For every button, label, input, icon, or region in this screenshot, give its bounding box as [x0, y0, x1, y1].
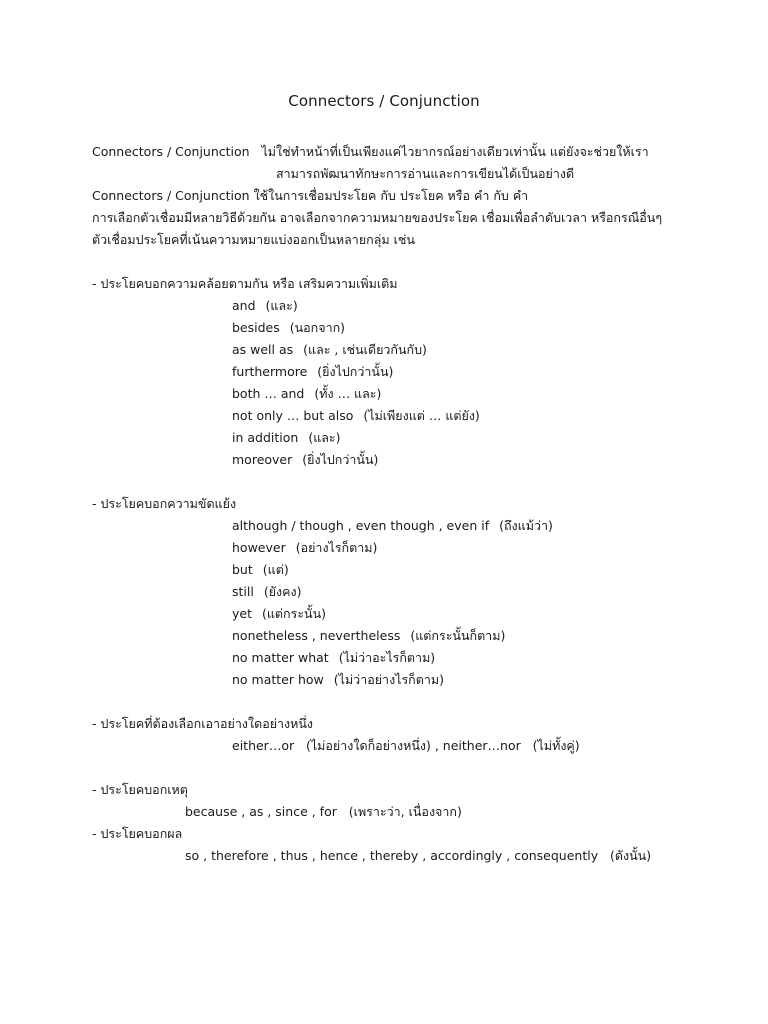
section-heading-agree: - ประโยคบอกความคล้อยตามกัน หรือ เสริมความเพิ่มเติม — [92, 276, 398, 291]
list-item — [232, 342, 427, 358]
connector-en: not only … but also — [232, 408, 354, 423]
connector-th: (แต่กระนั้นก็ตาม) — [410, 628, 506, 643]
list-item — [232, 386, 381, 402]
connector-th: (แต่) — [262, 562, 289, 577]
connector-en: and — [232, 298, 256, 313]
list-item — [232, 408, 480, 424]
cause-connectors: because , as , since , for (เพราะว่า, เนื่องจาก) — [185, 804, 462, 819]
list-item — [232, 364, 393, 380]
connector-en: yet — [232, 606, 252, 621]
section-heading-result: - ประโยคบอกผล — [92, 826, 183, 841]
intro-line-5: ตัวเชื่อมประโยคที่เน้นความหมายแบ่งออกเป็นหลายกลุ่ม เช่น — [92, 232, 415, 247]
intro-text-1: ไม่ใช่ทำหน้าที่เป็นเพียงแค่ไวยากรณ์อย่างเดียวเท่านั้น แต่ยังจะช่วยให้เรา — [261, 144, 649, 159]
connector-th: (และ) — [265, 298, 298, 313]
connector-th: (ไม่ว่าอะไรก็ตาม) — [338, 650, 436, 665]
connector-th: (ไม่ว่าอย่างไรก็ตาม) — [333, 672, 444, 687]
result-connectors: so , therefore , thus , hence , thereby , accordingly , consequently (ดังนั้น) — [185, 848, 652, 863]
intro-line-2: สามารถพัฒนาทักษะการอ่านและการเขียนได้เป็นอย่างดี — [276, 166, 575, 181]
section-heading-contrast: - ประโยคบอกความขัดแย้ง — [92, 496, 237, 511]
page-title: Connectors / Conjunction — [288, 92, 480, 110]
connector-en: still — [232, 584, 254, 599]
intro-line-4: การเลือกตัวเชื่อมมีหลายวิธีด้วยกัน อาจเลือกจากความหมายของประโยค เชื่อมเพื่อลำดับเวลา หรือกรณีอื่นๆ — [92, 210, 663, 225]
connector-th: (ยิ่งไปกว่านั้น) — [302, 452, 379, 467]
connector-th: (ถึงแม้ว่า) — [499, 518, 553, 533]
connector-en: moreover — [232, 452, 293, 467]
connector-en: in addition — [232, 430, 299, 445]
connector-en: but — [232, 562, 253, 577]
connector-en: however — [232, 540, 286, 555]
connector-en: furthermore — [232, 364, 308, 379]
connector-th: (อย่างไรก็ตาม) — [295, 540, 378, 555]
connector-en: nonetheless , nevertheless — [232, 628, 401, 643]
list-item — [232, 672, 444, 688]
intro-text-3: ใช้ในการเชื่อมประโยค กับ ประโยค หรือ คำ กับ คำ — [253, 188, 529, 203]
connector-th: (ไม่เพียงแต่ … แต่ยัง) — [363, 408, 480, 423]
choice-connectors: either…or (ไม่อย่างใดก็อย่างหนึ่ง) , neither…nor (ไม่ทั้งคู่) — [232, 738, 580, 753]
section-heading-cause: - ประโยคบอกเหตุ — [92, 782, 188, 797]
connector-th: (ทั้ง … และ) — [314, 386, 382, 401]
list-item — [232, 562, 289, 578]
connector-th: (ยิ่งไปกว่านั้น) — [317, 364, 394, 379]
list-item — [232, 452, 378, 468]
list-item — [232, 628, 505, 644]
intro-term-1: Connectors / Conjunction — [92, 144, 250, 159]
list-item — [232, 430, 341, 446]
connector-th: (และ , เช่นเดียวกันกับ) — [303, 342, 427, 357]
connector-en: besides — [232, 320, 280, 335]
list-item — [232, 518, 553, 534]
connector-en: no matter how — [232, 672, 324, 687]
connector-en: as well as — [232, 342, 294, 357]
list-item — [232, 298, 298, 314]
intro-line-3 — [92, 188, 528, 204]
section-heading-choice: - ประโยคที่ต้องเลือกเอาอย่างใดอย่างหนึ่ง — [92, 716, 314, 731]
intro-term-2: Connectors / Conjunction — [92, 188, 250, 203]
list-item — [232, 320, 345, 336]
connector-en: although / though , even though , even if — [232, 518, 490, 533]
connector-en: both … and — [232, 386, 305, 401]
connector-th: (ยังคง) — [263, 584, 302, 599]
list-item — [232, 650, 435, 666]
connector-en: no matter what — [232, 650, 329, 665]
connector-th: (นอกจาก) — [289, 320, 346, 335]
list-item — [232, 584, 302, 600]
connector-th: (แต่กระนั้น) — [262, 606, 327, 621]
connector-th: (และ) — [308, 430, 341, 445]
intro-line-1 — [92, 144, 649, 160]
list-item — [232, 606, 326, 622]
list-item — [232, 540, 377, 556]
